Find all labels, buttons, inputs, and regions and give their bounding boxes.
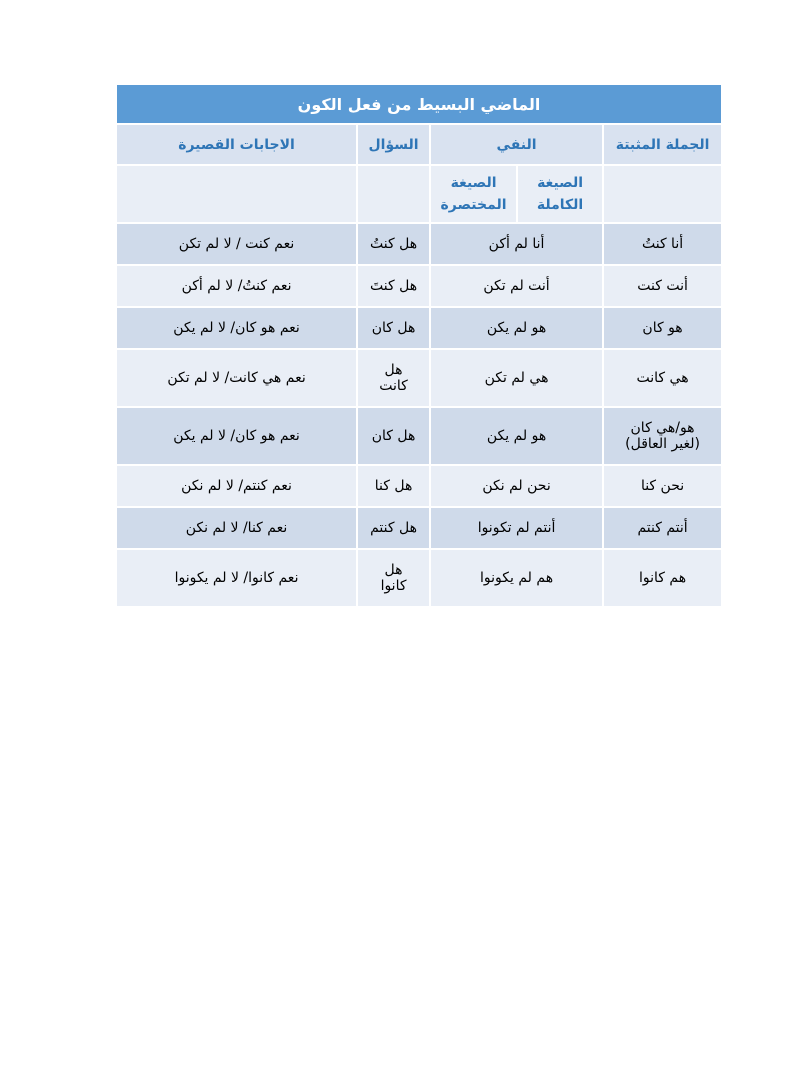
subheader-empty [357,165,430,223]
cell-negative: أنت لم تكن [430,265,603,307]
cell-short-answer: نعم كنا/ لا لم نكن [116,507,357,549]
table-row [116,465,722,507]
cell-question-line2: كانت [379,378,408,394]
cell-affirmative: أنا كنتُ [603,223,722,265]
cell-affirmative: أنتم كنتم [603,507,722,549]
cell-affirmative [603,407,722,465]
cell-affirmative-line1: هو/هي كان [630,420,695,436]
table-row [116,507,722,549]
header-question: السؤال [357,124,430,165]
cell-affirmative-line2: (لغير العاقل) [625,436,700,452]
cell-question: هل كنا [357,465,430,507]
header-affirmative: الجملة المثبتة [603,124,722,165]
cell-negative: هو لم يكن [430,407,603,465]
cell-negative: أنتم لم تكونوا [430,507,603,549]
cell-short-answer: نعم هو كان/ لا لم يكن [116,307,357,349]
cell-short-answer: نعم هو كان/ لا لم يكن [116,407,357,465]
cell-question: هل كان [357,307,430,349]
conjugation-table-container [115,83,721,608]
header-short-answers: الاجابات القصيرة [116,124,357,165]
cell-affirmative: هم كانوا [603,549,722,607]
cell-affirmative: نحن كنا [603,465,722,507]
cell-short-answer: نعم كنتُ/ لا لم أكن [116,265,357,307]
cell-negative: هم لم يكونوا [430,549,603,607]
cell-question [357,349,430,407]
cell-question-line1: هل [384,362,403,378]
table-title: الماضي البسيط من فعل الكون [116,84,722,124]
subheader-full-form-line2: الكاملة [536,197,584,213]
cell-question: هل كنتم [357,507,430,549]
cell-negative: نحن لم نكن [430,465,603,507]
subheader-short-form [430,165,517,223]
cell-affirmative: هو كان [603,307,722,349]
table-row [116,307,722,349]
subheader-short-form-line1: الصيغة [450,175,497,191]
subheader-empty [116,165,357,223]
cell-question: هل كنتَ [357,265,430,307]
cell-question-line2: كانوا [380,578,407,594]
table-row [116,407,722,465]
subheader-short-form-line2: المختصرة [440,197,507,213]
cell-question-line1: هل [384,562,403,578]
cell-short-answer: نعم كنت / لا لم تكن [116,223,357,265]
cell-short-answer: نعم كنتم/ لا لم نكن [116,465,357,507]
cell-negative: هو لم يكن [430,307,603,349]
header-negative: النفي [430,124,603,165]
conjugation-table [115,83,723,608]
cell-question [357,549,430,607]
subheader-empty [603,165,722,223]
table-row [116,265,722,307]
cell-affirmative: أنت كنت [603,265,722,307]
cell-question: هل كنتُ [357,223,430,265]
cell-negative: أنا لم أكن [430,223,603,265]
cell-short-answer: نعم هي كانت/ لا لم تكن [116,349,357,407]
cell-negative: هي لم تكن [430,349,603,407]
subheader-full-form [517,165,603,223]
cell-question: هل كان [357,407,430,465]
cell-short-answer: نعم كانوا/ لا لم يكونوا [116,549,357,607]
cell-affirmative: هي كانت [603,349,722,407]
subheader-full-form-line1: الصيغة [537,175,584,191]
table-row [116,223,722,265]
table-row [116,349,722,407]
table-row [116,549,722,607]
